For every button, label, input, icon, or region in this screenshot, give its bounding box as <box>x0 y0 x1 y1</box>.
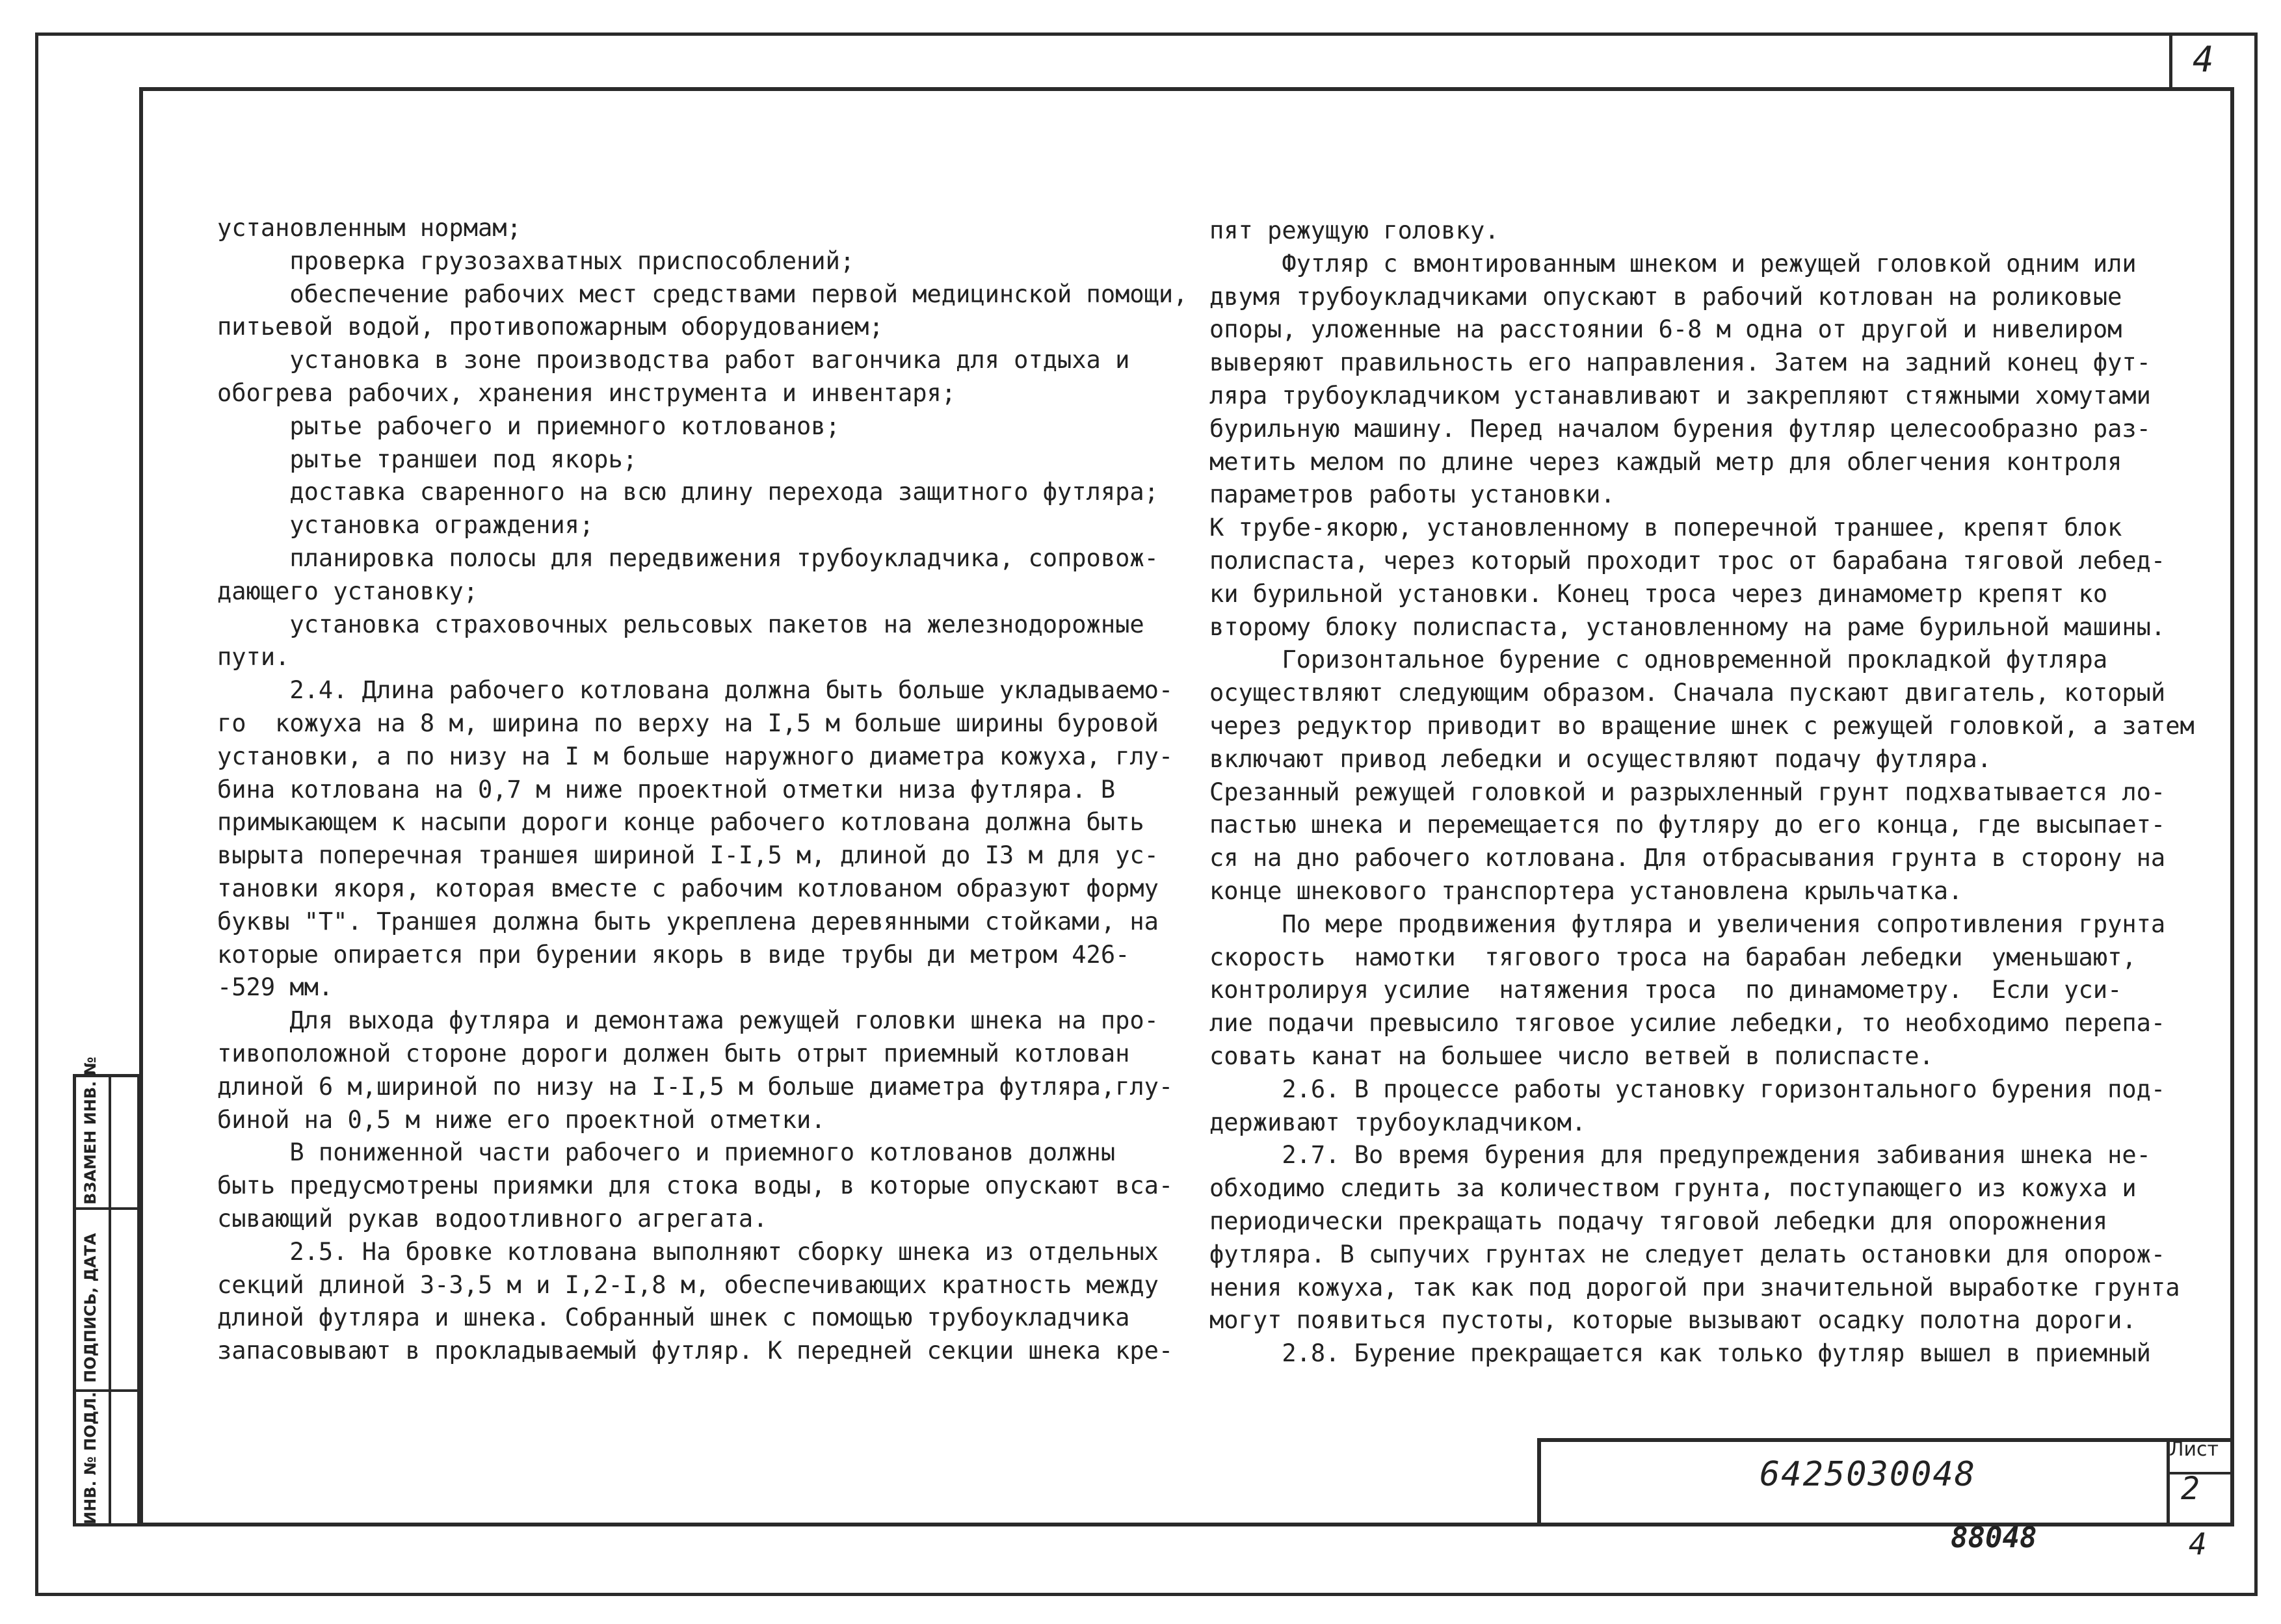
text-line: сывающий рукав водоотливного агрегата. <box>217 1204 768 1233</box>
text-line: обогрева рабочих, хранения инструмента и инвентаря; <box>217 378 956 407</box>
text-line: метить мелом по длине через каждый метр для облегчения контроля <box>1209 447 2122 476</box>
text-line: пят режущую головку. <box>1209 216 1499 244</box>
text-line: секций длиной 3-3,5 м и I,2-I,8 м, обеспечивающих кратность между <box>217 1270 1159 1299</box>
strip-divider <box>76 1207 137 1210</box>
text-line: 2.8. Бурение прекращается как только футляр вышел в приемный <box>1209 1339 2151 1368</box>
text-line: быть предусмотрены приямки для стока воды, в которые опускают вса- <box>217 1172 1174 1200</box>
text-line: которые опирается при бурении якорь в виде трубы ди метром 426- <box>217 940 1130 969</box>
archive-code: 88048 <box>1951 1521 2037 1554</box>
text-line: могут появиться пустоты, которые вызывают осадку полотна дороги. <box>1209 1306 2137 1335</box>
sheet-label: Лист <box>2169 1438 2219 1461</box>
title-block-divider <box>2167 1472 2234 1474</box>
text-line: Футляр с вмонтированным шнеком и режущей головкой одним или <box>1209 249 2137 278</box>
text-line: периодически прекращать подачу тяговой лебедки для опорожнения <box>1209 1207 2108 1235</box>
text-line: длиной 6 м,шириной по низу на I-I,5 м больше диаметра футляра,глу- <box>217 1072 1174 1101</box>
text-line: установка в зоне производства работ вагончика для отдыха и <box>217 346 1130 374</box>
text-line: через редуктор приводит во вращение шнек с режущей головкой, а затем <box>1209 711 2195 740</box>
text-line: рытье рабочего и приемного котлованов; <box>217 412 840 440</box>
text-line: нения кожуха, так как под дорогой при значительной выработке грунта <box>1209 1273 2180 1302</box>
text-line: По мере продвижения футляра и увеличения сопротивления грунта <box>1209 910 2166 938</box>
text-line: обеспечение рабочих мест средствами первой медицинской помощи, <box>217 280 1188 308</box>
inventory-number-label: ИНВ. № ПОДЛ. <box>81 1391 99 1525</box>
text-line: го кожуха на 8 м, ширина по верху на I,5 м больше ширины буровой <box>217 709 1159 737</box>
text-line: буквы "Т". Траншея должна быть укреплена деревянными стойками, на <box>217 907 1159 936</box>
text-line: биной на 0,5 м ниже его проектной отметки. <box>217 1105 826 1134</box>
text-line: проверка грузозахватных приспособлений; <box>217 246 855 275</box>
corner-page-number: 4 <box>2193 39 2214 80</box>
replacement-inventory-label: ВЗАМЕН ИНВ. № <box>81 1056 99 1205</box>
text-line: вырыта поперечная траншея шириной I-I,5 м, длиной до I3 м для ус- <box>217 841 1159 870</box>
text-line: пастью шнека и перемещается по футляру до его конца, где высыпает- <box>1209 811 2166 839</box>
text-line: лие подачи превысило тяговое усилие лебедки, то необходимо перепа- <box>1209 1009 2166 1038</box>
text-line: бурильную машину. Перед началом бурения футляр целесообразно раз- <box>1209 414 2151 443</box>
text-line: Срезанный режущей головкой и разрыхленный грунт подхватывается ло- <box>1209 778 2166 806</box>
text-line: полиспаста, через который проходит трос от барабана тяговой лебед- <box>1209 546 2166 575</box>
text-line: футляра. В сыпучих грунтах не следует делать остановки для опорож- <box>1209 1240 2166 1268</box>
text-line: установка страховочных рельсовых пакетов на железнодорожные <box>217 610 1144 638</box>
text-line: установки, а по низу на I м больше наружного диаметра кожуха, глу- <box>217 742 1174 770</box>
text-line: бина котлована на 0,7 м ниже проектной отметки низа футляра. В <box>217 775 1116 804</box>
text-line: Для выхода футляра и демонтажа режущей головки шнека на про- <box>217 1006 1159 1035</box>
text-line: планировка полосы для передвижения трубоукладчика, сопровож- <box>217 544 1159 572</box>
signature-date-label: ПОДПИСЬ, ДАТА <box>81 1233 99 1383</box>
text-line: 2.5. На бровке котлована выполняют сборку шнека из отдельных <box>217 1237 1159 1266</box>
text-line: ки бурильной установки. Конец троса через динамометр крепят ко <box>1209 579 2108 608</box>
text-line: 2.7. Во время бурения для предупреждения забивания шнека не- <box>1209 1141 2151 1170</box>
text-line: контролируя усилие натяжения троса по динамометру. Если уси- <box>1209 976 2122 1004</box>
text-line: дающего установку; <box>217 577 478 605</box>
text-line: ляра трубоукладчиком устанавливают и закрепляют стяжными хомутами <box>1209 381 2151 410</box>
sheet-number: 2 <box>2181 1471 2200 1507</box>
text-line: второму блоку полиспаста, установленному на раме бурильной машины. <box>1209 612 2166 641</box>
text-line: К трубе-якорю, установленному в поперечной траншее, крепят блок <box>1209 514 2122 542</box>
text-line: 2.6. В процессе работы установку горизонтального бурения под- <box>1209 1075 2166 1103</box>
binding-strip <box>73 1056 140 1526</box>
document-code: 6425030048 <box>1760 1455 1977 1494</box>
text-line: включают привод лебедки и осуществляют подачу футляра. <box>1209 744 1992 773</box>
text-line: тановки якоря, которая вместе с рабочим котлованом образуют форму <box>217 874 1159 902</box>
text-line: выверяют правильность его направления. Затем на задний конец фут- <box>1209 348 2151 377</box>
text-line: держивают трубоукладчиком. <box>1209 1108 1587 1136</box>
text-line: обходимо следить за количеством грунта, поступающего из кожуха и <box>1209 1174 2137 1203</box>
text-line: осуществляют следующим образом. Сначала пускают двигатель, который <box>1209 679 2166 707</box>
text-line: параметров работы установки. <box>1209 480 1615 509</box>
text-line: питьевой водой, противопожарным оборудованием; <box>217 313 884 341</box>
strip-divider-vertical <box>109 1077 111 1523</box>
text-line: двумя трубоукладчиками опускают в рабочий котлован на роликовые <box>1209 282 2122 311</box>
right-text-column <box>1209 215 2195 1370</box>
text-line: тивоположной стороне дороги должен быть отрыт приемный котлован <box>217 1039 1130 1067</box>
text-line: длиной футляра и шнека. Собранный шнек с помощью трубоукладчика <box>217 1303 1130 1332</box>
text-line: установленным нормам; <box>217 214 521 242</box>
text-line: -529 мм. <box>217 973 334 1002</box>
text-line: доставка сваренного на всю длину перехода защитного футляра; <box>217 478 1159 506</box>
text-line: установка ограждения; <box>217 511 594 540</box>
text-line: В пониженной части рабочего и приемного котлованов должны <box>217 1138 1116 1167</box>
text-line: пути. <box>217 643 290 672</box>
text-line: Горизонтальное бурение с одновременной прокладкой футляра <box>1209 646 2108 674</box>
text-line: ся на дно рабочего котлована. Для отбрасывания грунта в сторону на <box>1209 844 2166 872</box>
text-line: конце шнекового транспортера установлена крыльчатка. <box>1209 876 1963 905</box>
text-line: рытье траншеи под якорь; <box>217 445 638 473</box>
text-line: запасовывают в прокладываемый футляр. К передней секции шнека кре- <box>217 1337 1174 1365</box>
text-line: скорость намотки тягового троса на барабан лебедки уменьшают, <box>1209 943 2137 971</box>
page-number: 4 <box>2189 1526 2207 1562</box>
left-text-column <box>217 212 1187 1368</box>
text-line: примыкающем к насыпи дороги конце рабочего котлована должна быть <box>217 808 1144 837</box>
text-line: 2.4. Длина рабочего котлована должна быть больше укладываемо- <box>217 676 1174 705</box>
text-line: опоры, уложенные на расстоянии 6-8 м одна от другой и нивелиром <box>1209 315 2122 344</box>
text-line: совать канат на большее число ветвей в полиспасте. <box>1209 1041 1934 1070</box>
